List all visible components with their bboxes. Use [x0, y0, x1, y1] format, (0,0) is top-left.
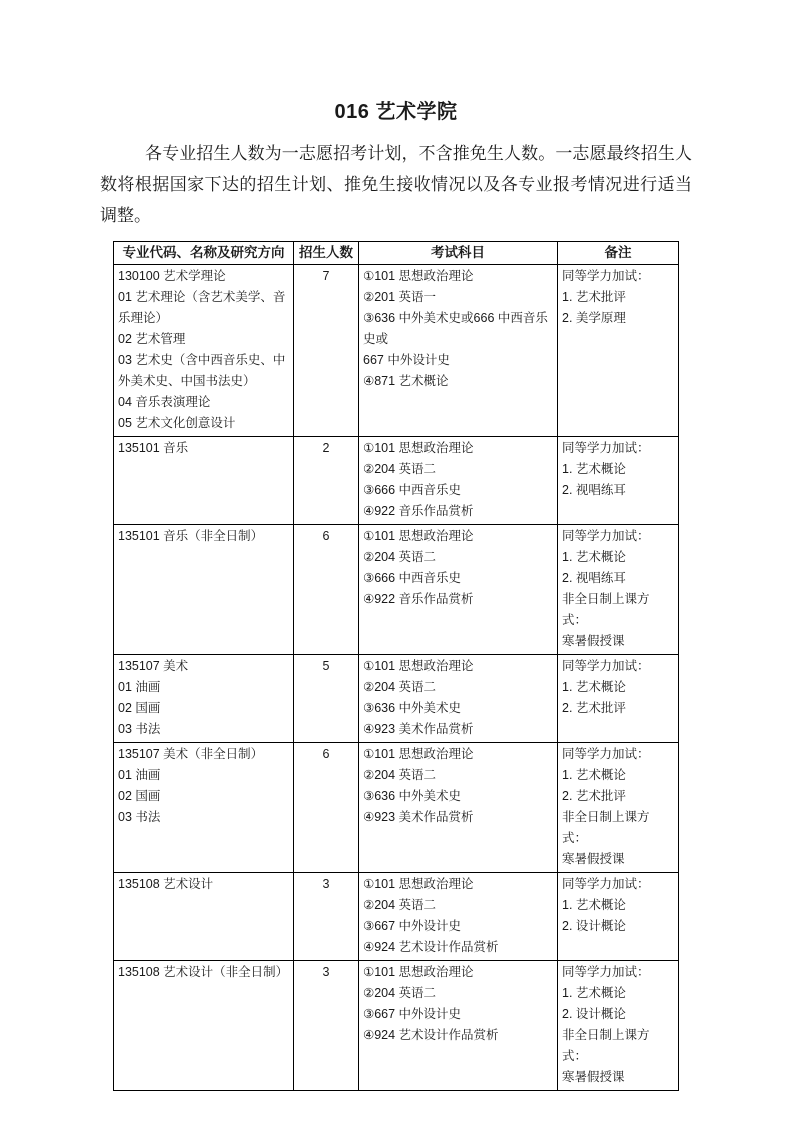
quota-cell: 2 — [294, 437, 359, 525]
notes-cell: 同等学力加试： 1. 艺术概论 2. 视唱练耳 非全日制上课方式： 寒暑假授课 — [558, 525, 679, 655]
program-cell: 135101 音乐 — [114, 437, 294, 525]
table-row — [114, 655, 679, 743]
notes-cell: 同等学力加试： 1. 艺术概论 2. 设计概论 — [558, 873, 679, 961]
subjects-cell: ①101 思想政治理论 ②204 英语二 ③636 中外美术史 ④923 美术作品赏析 — [359, 655, 558, 743]
page-title: 016 艺术学院 — [334, 101, 458, 123]
subjects-cell: ①101 思想政治理论 ②204 英语二 ③666 中西音乐史 ④922 音乐作品赏析 — [359, 437, 558, 525]
table-row — [114, 961, 679, 1091]
quota-cell: 7 — [294, 265, 359, 437]
header-row — [114, 242, 679, 265]
notes-cell: 同等学力加试： 1. 艺术概论 2. 艺术批评 — [558, 655, 679, 743]
subjects-cell: ①101 思想政治理论 ②201 英语一 ③636 中外美术史或666 中西音乐史或 667 中外设计史 ④871 艺术概论 — [359, 265, 558, 437]
program-cell: 130100 艺术学理论 01 艺术理论（含艺术美学、音乐理论） 02 艺术管理 03 艺术史（含中西音乐史、中外美术史、中国书法史） 04 音乐表演理论 05 艺术文化创意设计 — [114, 265, 294, 437]
program-cell: 135107 美术 01 油画 02 国画 03 书法 — [114, 655, 294, 743]
table-row — [114, 873, 679, 961]
program-cell: 135101 音乐（非全日制） — [114, 525, 294, 655]
notes-cell: 同等学力加试： 1. 艺术概论 2. 视唱练耳 — [558, 437, 679, 525]
notes-cell: 同等学力加试： 1. 艺术批评 2. 美学原理 — [558, 265, 679, 437]
program-cell: 135107 美术（非全日制） 01 油画 02 国画 03 书法 — [114, 743, 294, 873]
notes-cell: 同等学力加试： 1. 艺术概论 2. 艺术批评 非全日制上课方式： 寒暑假授课 — [558, 743, 679, 873]
program-cell: 135108 艺术设计（非全日制） — [114, 961, 294, 1091]
col-header-subjects: 考试科目 — [359, 242, 558, 265]
quota-cell: 3 — [294, 873, 359, 961]
col-header-program: 专业代码、名称及研究方向 — [114, 242, 294, 265]
col-header-notes: 备注 — [558, 242, 679, 265]
intro-paragraph: 各专业招生人数为一志愿招考计划，不含推免生人数。一志愿最终招生人数将根据国家下达的招生计划、推免生接收情况以及各专业报考情况进行适当调整。 — [100, 144, 692, 225]
quota-cell: 6 — [294, 525, 359, 655]
program-cell: 135108 艺术设计 — [114, 873, 294, 961]
table-row — [114, 265, 679, 437]
subjects-cell: ①101 思想政治理论 ②204 英语二 ③667 中外设计史 ④924 艺术设计作品赏析 — [359, 961, 558, 1091]
table-row — [114, 525, 679, 655]
table-row — [114, 437, 679, 525]
quota-cell: 6 — [294, 743, 359, 873]
notes-cell: 同等学力加试： 1. 艺术概论 2. 设计概论 非全日制上课方式： 寒暑假授课 — [558, 961, 679, 1091]
quota-cell: 5 — [294, 655, 359, 743]
quota-cell: 3 — [294, 961, 359, 1091]
admissions-table — [113, 241, 679, 1091]
col-header-quota: 招生人数 — [294, 242, 359, 265]
subjects-cell: ①101 思想政治理论 ②204 英语二 ③666 中西音乐史 ④922 音乐作品赏析 — [359, 525, 558, 655]
subjects-cell: ①101 思想政治理论 ②204 英语二 ③667 中外设计史 ④924 艺术设计作品赏析 — [359, 873, 558, 961]
subjects-cell: ①101 思想政治理论 ②204 英语二 ③636 中外美术史 ④923 美术作品赏析 — [359, 743, 558, 873]
table-row — [114, 743, 679, 873]
